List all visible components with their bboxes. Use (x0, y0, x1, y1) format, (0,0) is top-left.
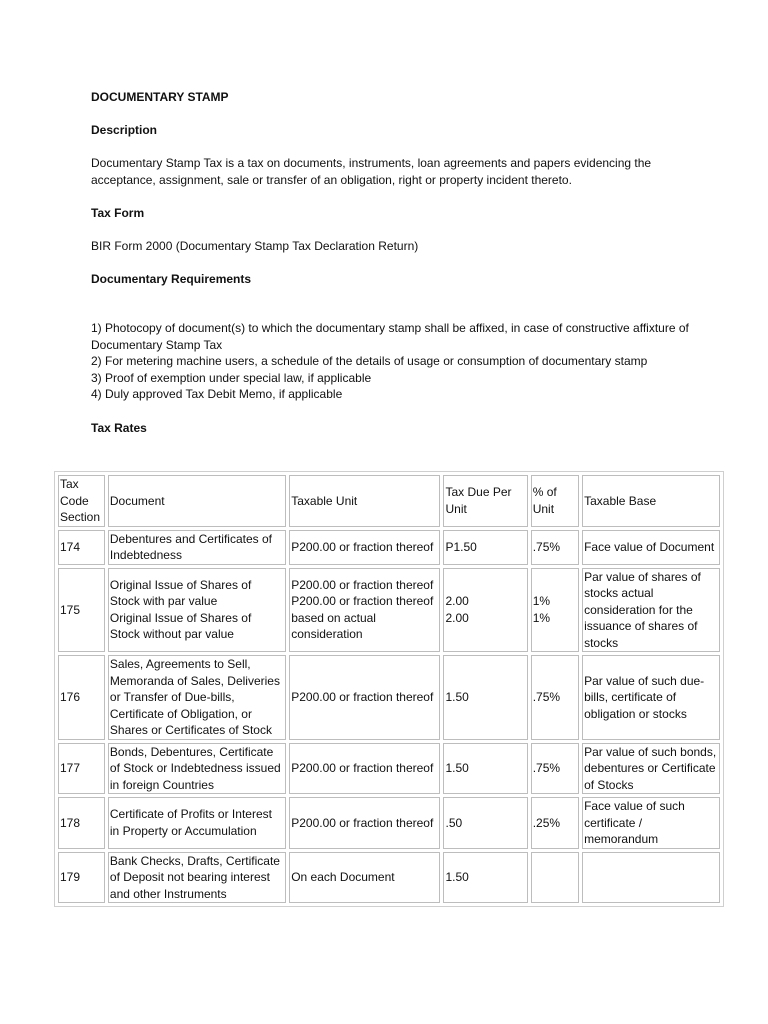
cell-section: 178 (58, 797, 105, 849)
cell-pct (531, 797, 579, 849)
table-row (58, 655, 720, 740)
table-row (58, 852, 720, 904)
cell-base: Face value of Document (582, 530, 720, 565)
cell-pct-line: .75% (532, 539, 561, 554)
cell-base: Par value of shares of stocks actual consideration for the issuance of shares of stocks (582, 568, 720, 653)
cell-base (582, 852, 720, 904)
cell-pct (531, 852, 579, 904)
table-row (58, 568, 720, 653)
header-pct: % of Unit (531, 475, 579, 527)
cell-document (108, 568, 286, 653)
cell-pct-line: 1% (532, 594, 551, 609)
requirement-item: 3) Proof of exemption under special law, if applicable (91, 370, 372, 385)
cell-section: 177 (58, 743, 105, 795)
cell-pct (531, 655, 579, 740)
cell-unit (289, 530, 440, 565)
cell-document-line: Debentures and Certificates of Indebtedness (109, 531, 272, 562)
cell-document-line: Original Issue of Shares of Stock without par value (109, 610, 252, 642)
cell-document (108, 655, 286, 740)
cell-unit-line: P200.00 or fraction thereof (291, 539, 434, 554)
cell-section: 179 (58, 852, 105, 904)
cell-section: 174 (58, 530, 105, 565)
tax-form-text: BIR Form 2000 (Documentary Stamp Tax Declaration Return) (91, 239, 419, 253)
cell-pct-line: .25% (532, 815, 561, 830)
header-document: Document (108, 475, 286, 527)
cell-unit-line: P200.00 or fraction thereof (291, 577, 434, 592)
requirement-item: 2) For metering machine users, a schedule of the details of usage or consumption of documentary stamp (91, 354, 648, 368)
cell-section: 176 (58, 655, 105, 740)
cell-due-line: 2.00 (445, 594, 469, 609)
cell-base: Par value of such bonds, debentures or Certificate of Stocks (582, 743, 720, 795)
cell-unit-line: P200.00 or fraction thereof (291, 815, 434, 830)
cell-due-line: 2.00 (445, 610, 469, 625)
cell-unit-line: P200.00 or fraction thereof based on actual consideration (291, 594, 434, 642)
cell-unit-line: P200.00 or fraction thereof (291, 690, 434, 704)
cell-due (443, 797, 527, 849)
table-row (58, 743, 720, 795)
cell-pct (531, 530, 579, 565)
cell-due (443, 743, 527, 795)
cell-due-line: 1.50 (445, 690, 469, 704)
cell-unit (289, 743, 440, 795)
cell-unit-line: On each Document (291, 870, 395, 884)
page-title: DOCUMENTARY STAMP (91, 90, 229, 104)
cell-base: Par value of such due-bills, certificate of obligation or stocks (582, 655, 720, 740)
header-due: Tax Due Per Unit (443, 475, 527, 527)
cell-due-line: P1.50 (445, 539, 477, 554)
cell-unit (289, 568, 440, 653)
cell-unit (289, 797, 440, 849)
requirement-item: 1) Photocopy of document(s) to which the documentary stamp shall be affixed, in case of constructive affixture of Documentary Stamp Tax (91, 321, 689, 352)
table-row (58, 530, 720, 565)
cell-document-line: Original Issue of Shares of Stock with par value (109, 577, 252, 609)
cell-section: 175 (58, 568, 105, 653)
requirements-list (91, 320, 691, 403)
header-section: Tax Code Section (58, 475, 105, 527)
cell-pct-line: .75% (532, 761, 561, 775)
cell-document (108, 852, 286, 904)
cell-due-line: 1.50 (445, 870, 469, 884)
cell-document (108, 797, 286, 849)
cell-document-line: Bonds, Debentures, Certificate of Stock or Indebtedness issued in foreign Countries (109, 744, 281, 792)
cell-document-line: Bank Checks, Drafts, Certificate of Deposit not bearing interest and other Instruments (109, 853, 280, 901)
cell-pct-line: 1% (532, 610, 551, 625)
cell-base: Face value of such certificate / memorandum (582, 797, 720, 849)
tax-rates-heading: Tax Rates (91, 421, 147, 435)
cell-unit (289, 852, 440, 904)
cell-pct (531, 743, 579, 795)
cell-document-line: Certificate of Profits or Interest in Property or Accumulation (109, 807, 272, 838)
cell-document (108, 743, 286, 795)
header-base: Taxable Base (582, 475, 720, 527)
tax-rates-table (54, 471, 724, 907)
cell-due-line: 1.50 (445, 761, 469, 775)
table-header-row (58, 475, 720, 527)
cell-document-line: Sales, Agreements to Sell, Memoranda of Sales, Deliveries or Transfer of Due-bills, Certificate of Obligation, or Shares or Certificates of Stock (109, 657, 280, 737)
tax-form-heading: Tax Form (91, 206, 145, 220)
cell-due-line: .50 (445, 815, 463, 830)
cell-pct-line: .75% (532, 690, 561, 704)
cell-due (443, 852, 527, 904)
cell-due (443, 530, 527, 565)
cell-due (443, 655, 527, 740)
cell-due (443, 568, 527, 653)
description-heading: Description (91, 123, 158, 137)
header-unit: Taxable Unit (289, 475, 440, 527)
cell-unit (289, 655, 440, 740)
cell-document (108, 530, 286, 565)
requirement-item: 4) Duly approved Tax Debit Memo, if applicable (91, 387, 343, 401)
requirements-heading: Documentary Requirements (91, 272, 252, 286)
table-row (58, 797, 720, 849)
cell-unit-line: P200.00 or fraction thereof (291, 761, 434, 775)
description-text: Documentary Stamp Tax is a tax on documents, instruments, loan agreements and papers evidencing the acceptance, assignment, sale or transfer of an obligation, right or property incident thereto. (91, 156, 652, 187)
cell-pct (531, 568, 579, 653)
